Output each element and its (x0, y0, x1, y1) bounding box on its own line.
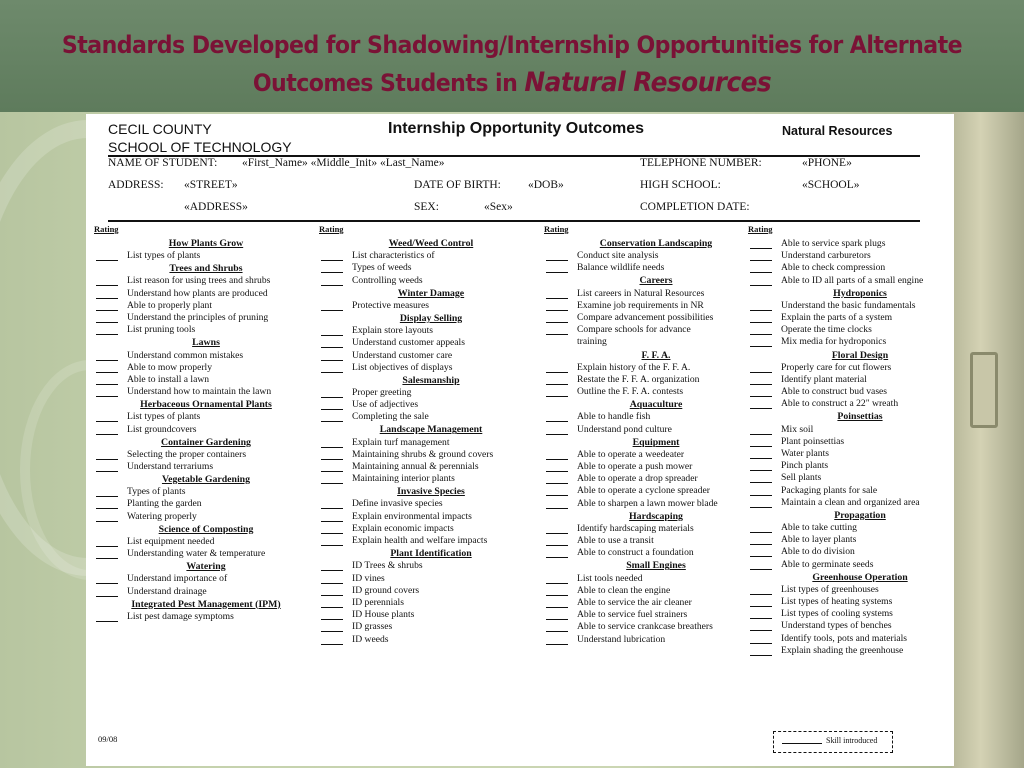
rating-blank[interactable] (546, 483, 568, 484)
rating-blank[interactable] (321, 459, 343, 460)
rating-blank[interactable] (546, 322, 568, 323)
section-heading: Plant Identification (390, 548, 472, 560)
rating-blank[interactable] (750, 643, 772, 644)
outcome-item: Maintain a clean and organized area (781, 496, 920, 508)
outcome-item: List characteristics of (352, 250, 435, 262)
section-heading: Science of Composting (158, 523, 254, 535)
section-heading: Equipment (632, 436, 680, 448)
rating-blank[interactable] (546, 471, 568, 472)
school-name (108, 120, 292, 156)
section-heading: Careers (639, 275, 673, 287)
form-header (108, 118, 928, 158)
outcome-item: List pruning tools (127, 324, 196, 336)
school-name-line2: SCHOOL OF TECHNOLOGY (108, 139, 292, 155)
rating-blank[interactable] (96, 459, 118, 460)
outcome-item: Understand the basic fundamentals (781, 299, 916, 311)
section-heading: Aquaculture (629, 399, 683, 411)
section-heading: How Plants Grow (168, 238, 244, 249)
rating-blank[interactable] (96, 310, 118, 311)
rating-blank[interactable] (321, 360, 343, 361)
rating-blank[interactable] (96, 546, 118, 547)
outcome-item: Explain shading the greenhouse (781, 644, 904, 656)
outcome-item: Protective measures (352, 299, 429, 311)
rating-blank[interactable] (546, 272, 568, 273)
section-heading: Conservation Landscaping (599, 238, 713, 249)
outcome-item: ID grasses (352, 621, 393, 633)
rating-blank[interactable] (546, 260, 568, 261)
rating-header: Rating (544, 224, 569, 234)
dob-label: DATE OF BIRTH: (414, 179, 501, 191)
legend-line (782, 743, 822, 744)
section-heading: Herbaceous Ornamental Plants (140, 399, 272, 411)
slide-title-line2 (41, 64, 983, 102)
rating-blank[interactable] (321, 285, 343, 286)
outcome-item: Identify hardscaping materials (577, 522, 694, 534)
rating-blank[interactable] (321, 595, 343, 596)
rating-blank[interactable] (546, 384, 568, 385)
section-heading: Lawns (192, 337, 220, 349)
outcome-item: Controlling weeds (352, 274, 423, 286)
school-name-line1: CECIL COUNTY (108, 121, 212, 137)
rating-blank[interactable] (321, 570, 343, 571)
slide-title (41, 26, 983, 102)
outcome-item: Mix media for hydroponics (781, 336, 887, 348)
rating-blank[interactable] (750, 470, 772, 471)
rating-blank[interactable] (321, 421, 343, 422)
outcome-item: ID perennials (352, 596, 404, 608)
outcome-item: ID ground covers (352, 584, 420, 596)
outcome-item: List pest damage symptoms (127, 610, 234, 622)
rating-blank[interactable] (546, 508, 568, 509)
outcomes-form (86, 114, 954, 766)
rating-blank[interactable] (96, 596, 118, 597)
outcome-item: Understanding water & temperature (127, 548, 266, 560)
rating-blank[interactable] (750, 606, 772, 607)
outcome-item: List types of greenhouses (781, 583, 879, 595)
rating-blank[interactable] (546, 434, 568, 435)
rating-blank[interactable] (750, 532, 772, 533)
outcome-item: List types of plants (127, 250, 201, 262)
rating-blank[interactable] (96, 621, 118, 622)
rating-blank[interactable] (546, 396, 568, 397)
rating-blank[interactable] (96, 496, 118, 497)
outcome-item: Operate the time clocks (781, 324, 872, 336)
rating-blank[interactable] (750, 655, 772, 656)
footer-date: 09/08 (98, 734, 118, 744)
rating-blank[interactable] (750, 272, 772, 273)
highschool-label: HIGH SCHOOL: (640, 179, 721, 191)
rating-blank[interactable] (321, 409, 343, 410)
outcome-item: Types of weeds (352, 262, 412, 274)
outcome-item: Able to properly plant (127, 299, 212, 311)
rating-header: Rating (94, 224, 119, 234)
section-heading: Winter Damage (397, 287, 465, 299)
outcome-item: Able to operate a push mower (577, 461, 693, 472)
rating-blank[interactable] (546, 495, 568, 496)
outcome-item: Explain the parts of a system (781, 312, 893, 324)
outcome-item: List tools needed (577, 572, 643, 584)
rating-blank[interactable] (321, 619, 343, 620)
outcome-item: Planting the garden (127, 498, 202, 510)
rating-blank[interactable] (96, 360, 118, 361)
rating-blank[interactable] (96, 396, 118, 397)
rating-blank[interactable] (750, 458, 772, 459)
rating-blank[interactable] (321, 521, 343, 522)
rating-blank[interactable] (750, 434, 772, 435)
outcome-item: Understand drainage (127, 585, 207, 597)
outcome-item: Proper greeting (352, 386, 412, 398)
outcome-item: Able to clean the engine (577, 584, 671, 596)
outcome-item: List equipment needed (127, 535, 215, 547)
outcome-item: Able to do division (781, 546, 855, 558)
section-heading: Vegetable Gardening (161, 474, 251, 486)
form-subject: Natural Resources (782, 124, 893, 138)
rating-blank[interactable] (750, 544, 772, 545)
rating-blank[interactable] (321, 545, 343, 546)
rating-blank[interactable] (546, 595, 568, 596)
outcome-item: Able to handle fish (577, 411, 651, 423)
outcome-item: Understand importance of (127, 573, 228, 585)
rating-blank[interactable] (750, 482, 772, 483)
rating-blank[interactable] (321, 347, 343, 348)
outcome-item: List types of heating systems (781, 596, 893, 608)
rating-blank[interactable] (96, 471, 118, 472)
rating-blank[interactable] (96, 372, 118, 373)
rating-blank[interactable] (750, 507, 772, 508)
section-heading: Trees and Shrubs (169, 263, 243, 275)
outcome-item: Able to service spark plugs (781, 238, 886, 249)
outcome-item: Understand customer appeals (352, 337, 465, 349)
outcome-item: Understand terrariums (127, 461, 214, 472)
outcome-item: Mix soil (781, 423, 814, 435)
rating-blank[interactable] (750, 594, 772, 595)
outcome-item: Explain environmental impacts (352, 510, 472, 522)
outcome-item: ID Trees & shrubs (352, 560, 423, 572)
rating-blank[interactable] (546, 372, 568, 373)
rating-blank[interactable] (750, 260, 772, 261)
rating-blank[interactable] (321, 631, 343, 632)
outcome-item: ID weeds (352, 633, 389, 645)
outcome-item: Able to layer plants (781, 534, 857, 546)
rating-blank[interactable] (546, 583, 568, 584)
outcome-item: Sell plants (781, 472, 822, 484)
outcome-item: Explain store layouts (352, 325, 433, 337)
rating-blank[interactable] (546, 459, 568, 460)
outcome-item: Pinch plants (781, 460, 829, 472)
outcome-item: Compare schools for advance (577, 324, 691, 336)
rating-blank[interactable] (96, 521, 118, 522)
outcome-item: Conduct site analysis (577, 250, 659, 262)
outcome-item: Able to sharpen a lawn mower blade (577, 497, 718, 509)
outcome-item: Understand how to maintain the lawn (127, 386, 272, 398)
legend-box (773, 731, 893, 753)
phone-value: «PHONE» (802, 157, 852, 169)
slide-title-line2-italic: Natural Resources (524, 67, 772, 98)
rating-blank[interactable] (546, 421, 568, 422)
title-band (0, 0, 1024, 112)
outcome-item: Understand common mistakes (127, 349, 244, 361)
outcome-item: Understand customer care (352, 349, 453, 361)
completion-label: COMPLETION DATE: (640, 201, 750, 213)
outcome-item: ID House plants (352, 609, 415, 621)
section-heading: Integrated Pest Management (IPM) (131, 598, 281, 610)
outcome-item: Able to germinate seeds (781, 558, 874, 570)
outcome-item: Understand pond culture (577, 423, 672, 435)
form-title: Internship Opportunity Outcomes (388, 120, 645, 137)
section-heading: Weed/Weed Control (388, 238, 474, 249)
name-value: «First_Name» «Middle_Init» «Last_Name» (242, 157, 445, 169)
outcome-item: Packaging plants for sale (781, 484, 878, 496)
rating-blank[interactable] (96, 298, 118, 299)
outcome-item: List types of plants (127, 411, 201, 423)
rating-blank[interactable] (546, 533, 568, 534)
rating-blank[interactable] (321, 397, 343, 398)
rating-blank[interactable] (546, 545, 568, 546)
rating-blank[interactable] (546, 631, 568, 632)
rating-header: Rating (319, 224, 344, 234)
outcome-item: Able to ID all parts of a small engine (781, 274, 924, 286)
outcome-item: Balance wildlife needs (577, 262, 665, 274)
rating-blank[interactable] (750, 396, 772, 397)
outcome-item: Able to take cutting (781, 522, 857, 533)
header-rule-bottom (108, 220, 920, 222)
section-heading: Hydroponics (833, 287, 887, 299)
rating-blank[interactable] (546, 557, 568, 558)
rating-blank[interactable] (321, 335, 343, 336)
outcome-item: Watering properly (127, 510, 197, 522)
rating-blank[interactable] (321, 508, 343, 509)
outcome-item: Maintaining interior plants (352, 473, 455, 485)
outcome-item: List groundcovers (127, 423, 197, 435)
outcome-item: Understand how plants are produced (127, 287, 268, 299)
street-value: «STREET» (184, 179, 238, 191)
rating-blank[interactable] (546, 298, 568, 299)
rating-blank[interactable] (750, 346, 772, 347)
outcome-item: Able to service the air cleaner (577, 596, 692, 608)
rating-blank[interactable] (96, 558, 118, 559)
outcome-item: Able to operate a cyclone spreader (577, 485, 710, 497)
rating-blank[interactable] (750, 248, 772, 249)
outcome-item: List types of cooling systems (781, 608, 893, 620)
address-value: «ADDRESS» (184, 201, 248, 213)
rating-blank[interactable] (750, 334, 772, 335)
outcome-item: Plant poinsettias (781, 435, 845, 447)
outcome-item: Able to construct a foundation (577, 547, 694, 559)
rating-blank[interactable] (546, 310, 568, 311)
rating-blank[interactable] (546, 619, 568, 620)
rating-blank[interactable] (750, 310, 772, 311)
rating-blank[interactable] (321, 260, 343, 261)
locker-handle (970, 352, 998, 428)
outcome-item: Able to operate a weedeater (577, 448, 685, 460)
rating-blank[interactable] (96, 322, 118, 323)
outcome-item: Maintaining shrubs & ground covers (352, 448, 494, 460)
section-heading: F. F. A. (641, 349, 671, 361)
outcome-item: Define invasive species (352, 498, 443, 510)
outcome-item: training (577, 336, 607, 348)
legend-text: Skill introduced (826, 736, 878, 745)
rating-blank[interactable] (96, 334, 118, 335)
outcome-item: Able to service crankcase breathers (577, 621, 713, 633)
rating-blank[interactable] (321, 583, 343, 584)
rating-blank[interactable] (96, 260, 118, 261)
rating-blank[interactable] (546, 334, 568, 335)
outcome-item: Able to operate a drop spreader (577, 473, 698, 485)
rating-blank[interactable] (546, 607, 568, 608)
outcome-item: Identify plant material (781, 373, 867, 385)
rating-blank[interactable] (321, 447, 343, 448)
rating-blank[interactable] (96, 583, 118, 584)
outcome-item: Able to install a lawn (127, 373, 210, 385)
rating-blank[interactable] (96, 285, 118, 286)
outcome-item: Able to service fuel strainers (577, 609, 688, 621)
rating-blank[interactable] (546, 644, 568, 645)
rating-blank[interactable] (96, 384, 118, 385)
sex-label: SEX: (414, 201, 439, 213)
outcome-item: ID vines (352, 572, 385, 584)
outcome-item: Explain health and welfare impacts (352, 535, 488, 547)
section-heading: Propagation (834, 509, 886, 521)
slide-title-line1: Standards Developed for Shadowing/Internship Opportunities for Alternate (61, 31, 963, 59)
outcome-item: Use of adjectives (352, 399, 419, 411)
rating-blank[interactable] (321, 483, 343, 484)
rating-blank[interactable] (750, 408, 772, 409)
outcome-item: Outline the F. F. A. contests (577, 386, 684, 398)
outcome-item: Understand lubrication (577, 633, 666, 645)
rating-blank[interactable] (750, 322, 772, 323)
outcome-item: Identify tools, pots and materials (781, 632, 908, 644)
highschool-value: «SCHOOL» (802, 179, 860, 191)
outcome-item: Explain turf management (352, 436, 450, 448)
outcome-item: Types of plants (127, 486, 186, 498)
slide-title-line2-plain: Outcomes Students in (252, 69, 525, 97)
section-heading: Hardscaping (629, 510, 683, 522)
outcome-item: Explain history of the F. F. A. (577, 361, 691, 373)
outcome-item: Understand carburetors (781, 250, 871, 262)
section-heading: Watering (186, 561, 226, 573)
rating-blank[interactable] (321, 272, 343, 273)
rating-blank[interactable] (750, 285, 772, 286)
outcome-item: Examine job requirements in NR (577, 299, 704, 311)
rating-blank[interactable] (96, 508, 118, 509)
rating-blank[interactable] (750, 630, 772, 631)
outcome-item: Compare advancement possibilities (577, 312, 714, 324)
rating-blank[interactable] (321, 310, 343, 311)
outcome-item: Able to construct a 22" wreath (781, 398, 899, 410)
outcome-item: Able to use a transit (577, 535, 654, 547)
rating-blank[interactable] (321, 533, 343, 534)
rating-blank[interactable] (321, 607, 343, 608)
section-heading: Small Engines (626, 560, 686, 572)
outcome-item: Able to construct bud vases (781, 386, 888, 398)
rating-blank[interactable] (96, 421, 118, 422)
rating-blank[interactable] (321, 644, 343, 645)
rating-blank[interactable] (750, 446, 772, 447)
outcome-item: Properly care for cut flowers (781, 361, 892, 373)
outcome-item: List objectives of displays (352, 361, 453, 373)
section-heading: Floral Design (831, 349, 889, 361)
outcome-item: Explain economic impacts (352, 522, 454, 534)
dob-value: «DOB» (528, 179, 564, 191)
outcome-item: Restate the F. F. A. organization (577, 373, 700, 385)
phone-label: TELEPHONE NUMBER: (640, 157, 762, 169)
sex-value: «Sex» (484, 201, 513, 213)
rating-blank[interactable] (321, 471, 343, 472)
outcome-item: List careers in Natural Resources (577, 287, 705, 299)
background-locker (952, 112, 1024, 768)
section-heading: Container Gardening (161, 436, 251, 448)
rating-blank[interactable] (750, 495, 772, 496)
outcome-item: Understand types of benches (781, 620, 892, 632)
outcome-item: Completing the sale (352, 411, 429, 423)
rating-blank[interactable] (321, 372, 343, 373)
section-heading: Greenhouse Operation (812, 571, 908, 583)
section-heading: Salesmanship (402, 374, 460, 386)
outcome-item: Able to mow properly (127, 361, 212, 373)
rating-header: Rating (748, 224, 773, 234)
rating-blank[interactable] (750, 618, 772, 619)
outcome-item: Water plants (781, 447, 829, 459)
section-heading: Display Selling (399, 312, 463, 324)
rating-blank[interactable] (750, 556, 772, 557)
section-heading: Invasive Species (397, 486, 465, 498)
outcome-item: Understand the principles of pruning (127, 312, 269, 324)
rating-blank[interactable] (750, 372, 772, 373)
outcome-item: List reason for using trees and shrubs (127, 275, 271, 287)
section-heading: Landscape Management (379, 424, 483, 436)
outcome-item: Maintaining annual & perennials (352, 461, 479, 472)
address-label: ADDRESS: (108, 179, 164, 191)
rating-blank[interactable] (750, 384, 772, 385)
outcome-item: Selecting the proper containers (127, 448, 247, 460)
rating-blank[interactable] (96, 434, 118, 435)
header-rule-top (108, 155, 920, 157)
outcome-item: Able to check compression (781, 262, 886, 274)
rating-blank[interactable] (750, 569, 772, 570)
section-heading: Poinsettias (837, 411, 883, 423)
name-label: NAME OF STUDENT: (108, 157, 218, 169)
